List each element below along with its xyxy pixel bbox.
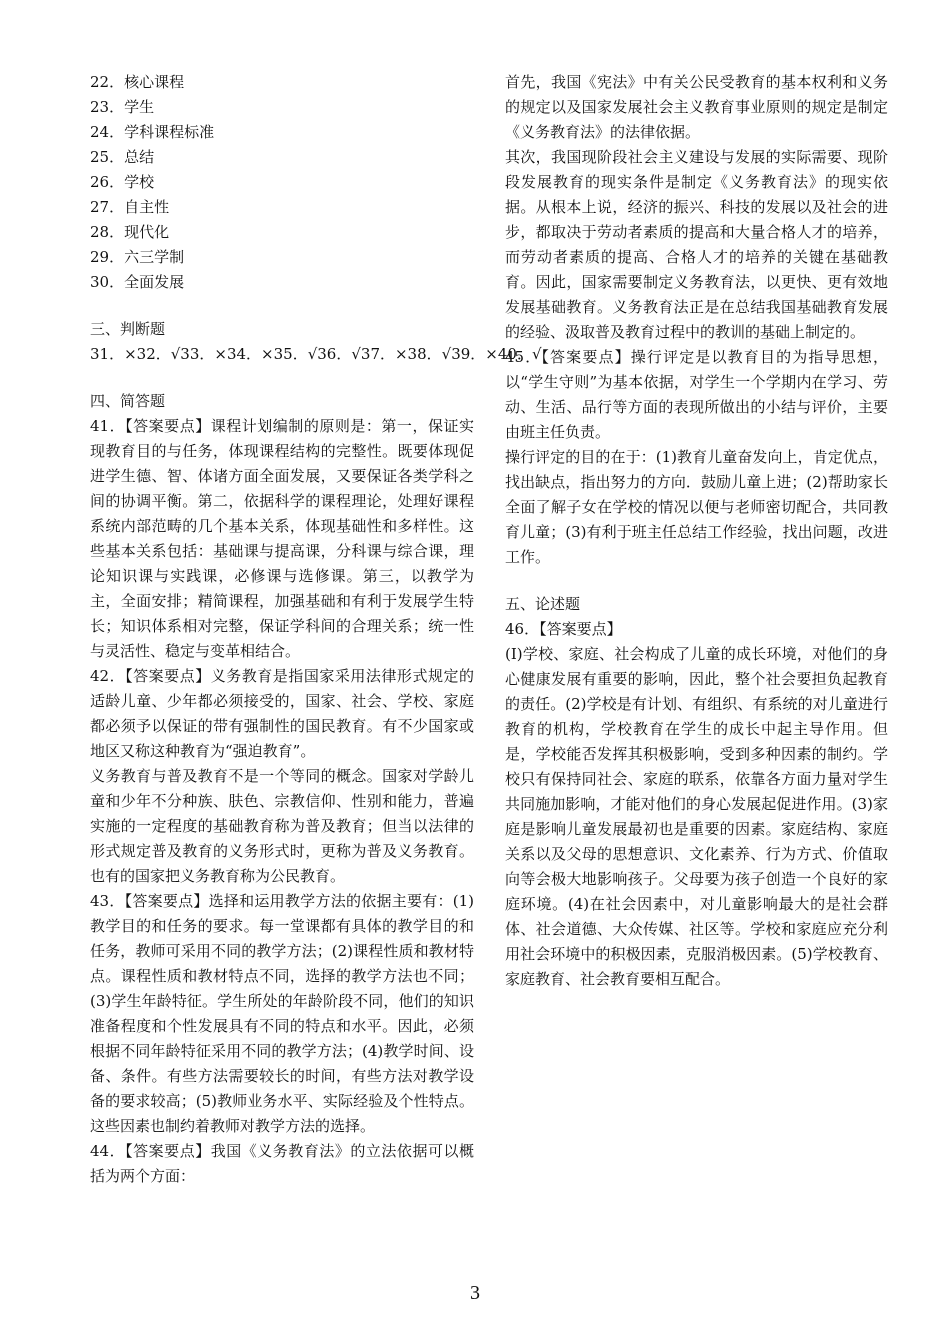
answer-44-intro: 44．【答案要点】我国《义务教育法》的立法依据可以概括为两个方面： [90, 1142, 474, 1185]
section-heading-judgement: 三、判断题 [90, 320, 166, 338]
term-22: 22．核心课程 [90, 73, 185, 91]
term-28: 28．现代化 [90, 223, 170, 241]
answer-45-part2: 操行评定的目的在于：(1)教育儿童奋发向上，肯定优点，找出缺点，指出努力的方向．鼓励儿童上进；(2)帮助家长全面了解子女在学校的情况以便与老师密切配合，共同教育儿童；(3)有利于班主任总结工作经验，找出问题，改进工作。 [505, 448, 888, 566]
answer-44-part2: 其次，我国现阶段社会主义建设与发展的实际需要、现阶段发展教育的现实条件是制定《义务教育法》的现实依据。从根本上说，经济的振兴、科技的发展以及社会的进步，都取决于劳动者素质的提高和大量合格人才的培养，而劳动者素质的提高、合格人才的培养的关键在基础教育。因此，国家需要制定义务教育法，以更快、更有效地发展基础教育。义务教育法正是在总结我国基础教育发展的经验、汲取普及教育过程中的教训的基础上制定的。 [505, 148, 888, 341]
left-column [90, 70, 542, 1189]
page-number: 3 [470, 1282, 480, 1304]
term-26: 26．学校 [90, 173, 155, 191]
answer-46: (I)学校、家庭、社会构成了儿童的成长环境，对他们的身心健康发展有重要的影响，因此，整个社会要担负起教育的责任。(2)学校是有计划、有组织、有系统的对儿童进行教育的机构，学校教育在学生的成长中起主导作用。但是，学校能否发挥其积极影响，受到多种因素的制约。学校只有保持同社会、家庭的联系，依靠各方面力量对学生共同施加影响，才能对他们的身心发展起促进作用。(3)家庭是影响儿童发展最初也是重要的因素。家庭结构、家庭关系以及父母的思想意识、文化素养、行为方式、价值取向等会极大地影响孩子。父母要为孩子创造一个良好的家庭环境。(4)在社会因素中，对儿童影响最大的是社会群体、社会道德、大众传媒、社区等。学校和家庭应充分利用社会环境中的积极因素，克服消极因素。(5)学校教育、家庭教育、社会教育要相互配合。 [505, 645, 888, 988]
answer-46-label: 46．【答案要点】 [505, 620, 622, 638]
section-heading-short-answer: 四、简答题 [90, 392, 166, 410]
right-column [505, 70, 888, 992]
answer-42-part1: 42．【答案要点】义务教育是指国家采用法律形式规定的适龄儿童、少年都必须接受的，国家、社会、学校、家庭都必须予以保证的带有强制性的国民教育。有不少国家或地区又称这种教育为“强迫教育”。 [90, 667, 474, 760]
judgement-answers: 31．×32．√33．×34．×35．√36．√37．×38．√39．×40．√ [90, 345, 542, 363]
answer-43: 43．【答案要点】选择和运用教学方法的依据主要有：(1)教学目的和任务的要求。每一堂课都有具体的教学目的和任务，教师可采用不同的教学方法；(2)课程性质和教材特点。课程性质和教材特点不同，选择的教学方法也不同；(3)学生年龄特征。学生所处的年龄阶段不同，他们的知识准备程度和个性发展具有不同的特点和水平。因此，必须根据不同年龄特征采用不同的教学方法；(4)教学时间、设备、条件。有些方法需要较长的时间，有些方法对教学设备的要求较高；(5)教师业务水平、实际经验及个性特点。这些因素也制约着教师对教学方法的选择。 [90, 892, 474, 1135]
spacer [505, 570, 888, 592]
term-29: 29．六三学制 [90, 248, 185, 266]
term-23: 23．学生 [90, 98, 155, 116]
spacer [90, 295, 474, 317]
answer-41: 41．【答案要点】课程计划编制的原则是：第一，保证实现教育目的与任务，体现课程结构的完整性。既要体现促进学生德、智、体诸方面全面发展，又要保证各类学科之间的协调平衡。第二，依据科学的课程理论，处理好课程系统内部范畴的几个基本关系，体现基础性和多样性。这些基本关系包括：基础课与提高课，分科课与综合课，理论知识课与实践课，必修课与选修课。第三，以教学为主，全面安排；精简课程，加强基础和有利于发展学生特长；知识体系相对完整，保证学科间的合理关系；统一性与灵活性、稳定与变革相结合。 [90, 417, 474, 660]
term-27: 27．自主性 [90, 198, 170, 216]
term-25: 25．总结 [90, 148, 155, 166]
spacer [90, 367, 474, 389]
term-24: 24．学科课程标准 [90, 123, 215, 141]
answer-42-part2: 义务教育与普及教育不是一个等同的概念。国家对学龄儿童和少年不分种族、肤色、宗教信仰、性别和能力，普遍实施的一定程度的基础教育称为普及教育；但当以法律的形式规定普及教育的义务形式时，更称为普及义务教育。也有的国家把义务教育称为公民教育。 [90, 767, 474, 885]
section-heading-essay: 五、论述题 [505, 595, 581, 613]
term-30: 30．全面发展 [90, 273, 185, 291]
answer-44-part1: 首先，我国《宪法》中有关公民受教育的基本权利和义务的规定以及国家发展社会主义教育事业原则的规定是制定《义务教育法》的法律依据。 [505, 73, 888, 141]
answer-45-part1: 45．【答案要点】操行评定是以教育目的为指导思想，以“学生守则”为基本依据，对学生一个学期内在学习、劳动、生活、品行等方面的表现所做出的小结与评价，主要由班主任负责。 [505, 348, 888, 441]
